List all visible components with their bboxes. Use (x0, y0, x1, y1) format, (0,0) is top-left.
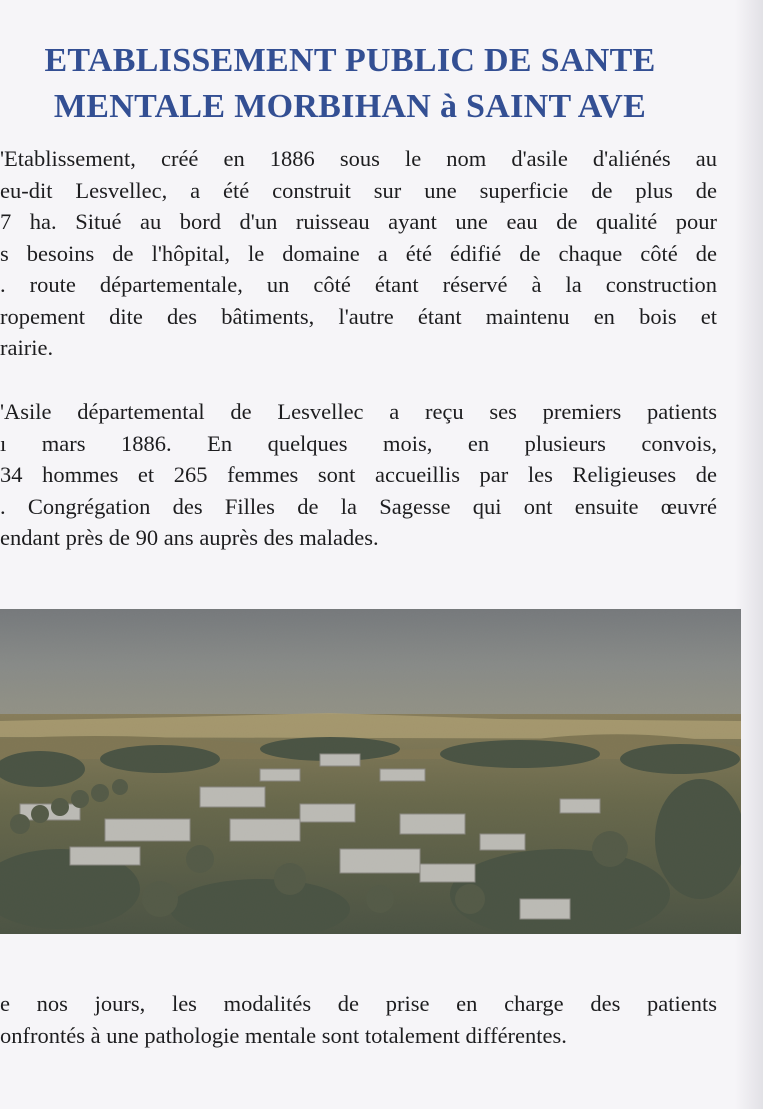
text-line: ı mars 1886. En quelques mois, en plusieurs convois, (0, 430, 717, 456)
paragraph-today (0, 988, 717, 1051)
text-line: onfrontés à une pathologie mentale sont totalement différentes. (0, 1022, 567, 1048)
text-line: s besoins de l'hôpital, le domaine a été édifié de chaque côté de (0, 240, 717, 266)
text-line: . route départementale, un côté étant réservé à la construction (0, 272, 717, 297)
text-line: . Congrégation des Filles de la Sagesse qui ont ensuite œuvré (0, 493, 717, 519)
text-line: ropement dite des bâtiments, l'autre étant maintenu en bois et (0, 303, 717, 329)
aerial-photo-hospital (0, 609, 741, 934)
text-line: endant près de 90 ans auprès des malades. (0, 525, 379, 550)
text-line: 34 hommes et 265 femmes sont accueillis par les Religieuses de (0, 462, 717, 487)
text-line: 'Asile départemental de Lesvellec a reçu ses premiers patients (0, 399, 717, 424)
title-line-2: MENTALE MORBIHAN à SAINT AVE (53, 88, 647, 125)
text-line: 7 ha. Situé au bord d'un ruisseau ayant une eau de qualité pour (0, 209, 717, 234)
text-line: 'Etablissement, créé en 1886 sous le nom d'asile d'aliénés au (0, 146, 717, 171)
paragraph-history (0, 143, 717, 364)
text-line: e nos jours, les modalités de prise en charge des patients (0, 991, 717, 1016)
title-line-1: ETABLISSEMENT PUBLIC DE SANTE (44, 42, 656, 79)
paragraph-first-patients (0, 396, 717, 554)
page-edge-shadow (735, 0, 763, 1109)
page-title (0, 38, 700, 130)
text-line: rairie. (0, 335, 54, 360)
text-line: eu-dit Lesvellec, a été construit sur une superficie de plus de (0, 177, 717, 203)
